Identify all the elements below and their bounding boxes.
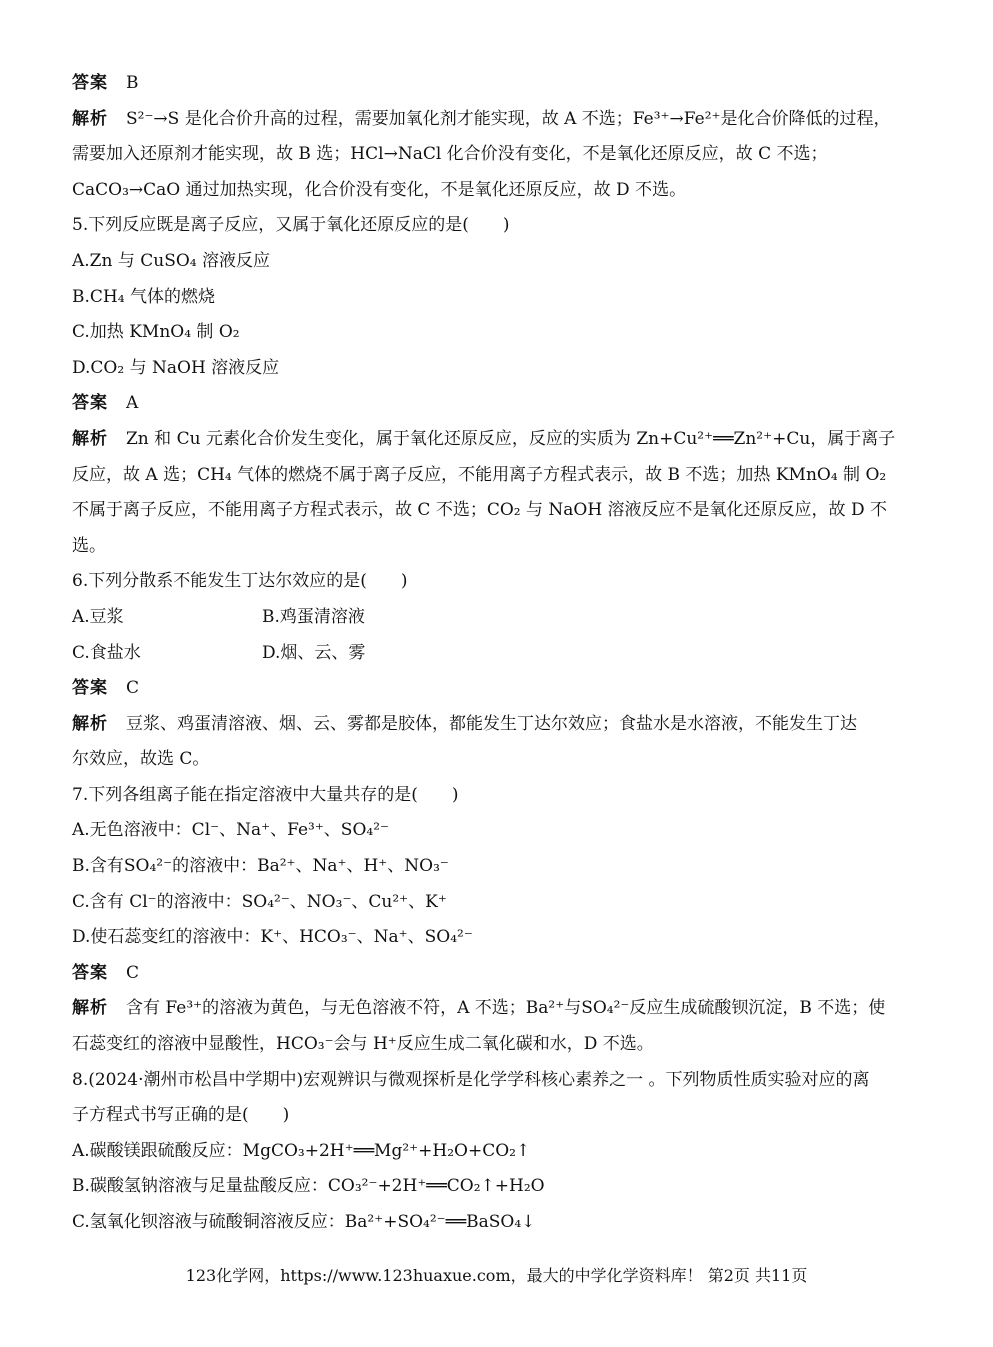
line-text: 7.下列各组离子能在指定溶液中大量共存的是( ) [72,784,459,805]
answer-label: 答案 [72,393,108,414]
line-text: A.Zn 与 CuSO₄ 溶液反应 [72,250,271,271]
text-line [72,422,922,458]
line-text: 8.(2024·潮州市松昌中学期中)宏观辨识与微观探析是化学学科核心素养之一 。下列物质性质实验对应的离 [72,1069,870,1090]
text-line [72,529,922,565]
text-line [72,1027,922,1063]
text-line [72,956,922,992]
answer-label: 答案 [72,962,108,983]
line-text: A [126,393,139,414]
text-line [72,351,922,387]
line-text: C.氢氧化钡溶液与硫酸铜溶液反应：Ba²⁺+SO₄²⁻══BaSO₄↓ [72,1212,536,1232]
text-line [72,600,922,636]
text-line [72,208,922,244]
line-text: 子方程式书写正确的是( ) [72,1105,290,1126]
text-line [72,564,922,600]
line-text: Zn 和 Cu 元素化合价发生变化，属于氧化还原反应，反应的实质为 Zn+Cu²⁺══Zn²⁺+Cu，属于离子 [126,428,896,449]
analysis-label: 解析 [72,428,108,449]
line-text: 含有 Fe³⁺的溶液为黄色，与无色溶液不符，A 不选；Ba²⁺与SO₄²⁻反应生成硫酸钡沉淀，B 不选；使 [126,998,886,1019]
line-text: 尔效应，故选 C。 [72,749,210,770]
text-line [72,778,922,814]
line-text: 需要加入还原剂才能实现，故 B 选；HCl→NaCl 化合价没有变化，不是氧化还原反应，故 C 不选； [72,144,828,165]
line-text: B [126,73,139,93]
answer-label: 答案 [72,73,108,93]
text-line [72,920,922,956]
answer-label: 答案 [72,678,108,699]
line-text: 5.下列反应既是离子反应，又属于氧化还原反应的是( ) [72,215,510,236]
text-line [72,742,922,778]
line-text: B.含有SO₄²⁻的溶液中：Ba²⁺、Na⁺、H⁺、NO₃⁻ [72,856,449,877]
text-line [72,493,922,529]
line-text: A.碳酸镁跟硫酸反应：MgCO₃+2H⁺══Mg²⁺+H₂O+CO₂↑ [72,1140,531,1161]
line-text: A.无色溶液中：Cl⁻、Na⁺、Fe³⁺、SO₄²⁻ [72,820,389,841]
line-text: 石蕊变红的溶液中显酸性，HCO₃⁻会与 H⁺反应生成二氧化碳和水，D 不选。 [72,1034,654,1055]
text-line [72,1098,922,1134]
line-text: B.碳酸氢钠溶液与足量盐酸反应：CO₃²⁻+2H⁺══CO₂↑+H₂O [72,1176,545,1197]
text-line [72,671,922,707]
line-text: A.豆浆 [72,606,124,627]
text-line [72,386,922,422]
line-text: S²⁻→S 是化合价升高的过程，需要加氧化剂才能实现，故 A 不选；Fe³⁺→Fe²⁺是化合价降低的过程， [126,108,891,129]
line-text-option: B.鸡蛋清溶液 [262,606,365,627]
document-body [72,66,922,1241]
text-line [72,280,922,316]
line-text: 反应，故 A 选；CH₄ 气体的燃烧不属于离子反应，不能用离子方程式表示，故 B 不选；加热 KMnO₄ 制 O₂ [72,464,887,485]
line-text: B.CH₄ 气体的燃烧 [72,286,215,307]
line-text: C [126,962,140,983]
analysis-label: 解析 [72,713,108,734]
line-text: C.食盐水 [72,642,141,663]
text-line [72,707,922,743]
line-text: 豆浆、鸡蛋清溶液、烟、云、雾都是胶体，都能发生丁达尔效应；食盐水是水溶液，不能发生丁达 [126,713,857,734]
analysis-label: 解析 [72,108,108,129]
line-text: D.使石蕊变红的溶液中：K⁺、HCO₃⁻、Na⁺、SO₄²⁻ [72,927,473,948]
line-text: 不属于离子反应，不能用离子方程式表示，故 C 不选；CO₂ 与 NaOH 溶液反应不是氧化还原反应，故 D 不 [72,500,887,521]
text-line [72,244,922,280]
text-line [72,173,922,209]
text-line [72,991,922,1027]
text-line [72,137,922,173]
text-line [72,849,922,885]
line-text: 选。 [72,535,106,556]
line-text: C.含有 Cl⁻的溶液中：SO₄²⁻、NO₃⁻、Cu²⁺、K⁺ [72,891,447,912]
text-line [72,458,922,494]
line-text-option: D.烟、云、雾 [262,642,366,663]
analysis-label: 解析 [72,998,108,1019]
text-line [72,885,922,921]
line-text: C [126,678,140,699]
text-line [72,813,922,849]
text-line [72,66,922,102]
text-line [72,315,922,351]
line-text: D.CO₂ 与 NaOH 溶液反应 [72,357,280,378]
text-line [72,1169,922,1205]
text-line [72,1134,922,1170]
line-text: 6.下列分散系不能发生丁达尔效应的是( ) [72,571,408,592]
page-footer: 123化学网，https://www.123huaxue.com，最大的中学化学资料库！ 第2页 共11页 [185,1266,808,1285]
line-text: CaCO₃→CaO 通过加热实现，化合价没有变化，不是氧化还原反应，故 D 不选。 [72,179,687,200]
line-text: C.加热 KMnO₄ 制 O₂ [72,322,240,343]
text-line [72,102,922,138]
text-line [72,636,922,672]
text-line [72,1063,922,1099]
text-line [72,1205,922,1241]
